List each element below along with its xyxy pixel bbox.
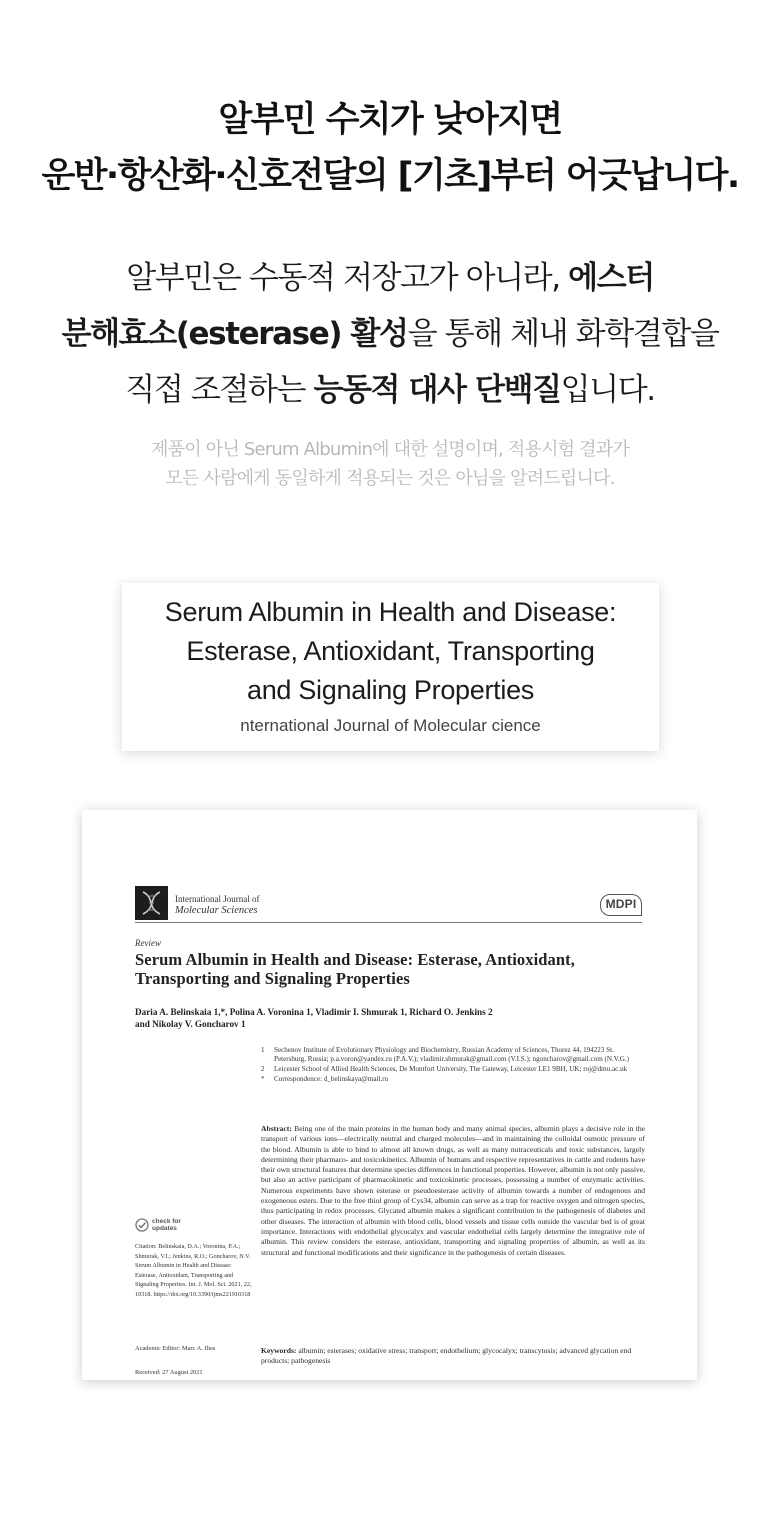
paper-keywords <box>261 1346 645 1367</box>
paper-abstract <box>261 1124 645 1258</box>
check-for-updates-label <box>152 1218 181 1232</box>
affiliation-item <box>261 1046 645 1065</box>
headline-line-2: 운반·항산화·신호전달의 [기초]부터 어긋납니다. <box>41 156 739 196</box>
check-line-2: updates <box>152 1225 177 1232</box>
affiliation-text: Sechenov Institute of Evolutionary Physiology and Biochemistry, Russian Academy of Sciences, Thorez 44, 194223 St. Petersburg, Russia; p.a.voron@yandex.ru (P.A.V.); vladimir.shmurak@gmail.com (V.I.S.); ngoncharov@gmail.com (N.V.G.) <box>274 1046 629 1064</box>
disclaimer <box>0 435 780 493</box>
journal-name-line-1: International Journal of <box>175 894 260 904</box>
description-text: 직접 조절하는 <box>125 372 314 408</box>
journal-name-line-2: Molecular Sciences <box>175 905 258 916</box>
affiliation-item <box>261 1065 645 1074</box>
description-text: 을 통해 체내 화학결합을 <box>407 316 719 352</box>
disclaimer-line-2: 모든 사람에게 동일하게 적용되는 것은 아님을 알려드립니다. <box>165 468 615 489</box>
journal-logo <box>135 886 168 920</box>
keywords-text: albumin; esterases; oxidative stress; transport; endothelium; glycocalyx; transcytosis; advanced glycation end products; pathogenesis <box>261 1346 632 1366</box>
academic-editor: Academic Editor: Marc A. Ilies <box>135 1345 216 1352</box>
keywords-label: Keywords: <box>261 1346 297 1355</box>
affiliation-text: Leicester School of Allied Health Sciences, De Montfort University, The Gateway, Leicester LE1 9BH, UK; roj@dmu.ac.uk <box>274 1065 628 1074</box>
card-title-line-2: Esterase, Antioxidant, Transporting <box>186 636 595 666</box>
headline-line-1: 알부민 수치가 낮아지면 <box>218 100 562 140</box>
description-emphasis: 에스터 <box>568 260 654 296</box>
received-date: Received: 27 August 2021 <box>135 1369 203 1376</box>
card-title-line-1: Serum Albumin in Health and Disease: <box>164 597 617 627</box>
description-emphasis: 분해효소(esterase) 활성 <box>61 316 408 352</box>
description-line-2 <box>0 306 780 362</box>
dna-icon <box>135 886 168 920</box>
authors-line-1: Daria A. Belinskaia 1,*, Polina A. Voronina 1, Vladimir I. Shmurak 1, Richard O. Jenkins 2 <box>135 1007 493 1017</box>
abstract-text: Being one of the main proteins in the human body and many animal species, albumin plays a decisive role in the transport of various ions—electrically neutral and charged molecules—and in maintaining the colloidal osmotic pressure of the blood. Albumin is able to bind to almost all known drugs, as well as many nutraceuticals and toxic substances, largely determining their pharmaco- and toxicokinetics. Albumin of humans and respective representatives in cattle and rodents have their own structural features that determine species differences in functional properties. However, albumin is not only passive, but also an active participant of pharmacokinetic and toxicokinetic processes, possessing a number of enzymatic activities. Numerous experiments have shown esterase or pseudoesterase activity of albumin towards a number of endogenous and exogeneous esters. Due to the free thiol group of Cys34, albumin can serve as a trap for reactive oxygen and nitrogen species, thus participating in redox processes. Glycated albumin makes a significant contribution to the pathogenesis of diabetes and other diseases. The interaction of albumin with blood cells, blood vessels and tissue cells outside the vascular bed is of great importance. Interactions with endothelial glycocalyx and vascular endothelial cells largely determine the integrative role of albumin. This review considers the esterase, antioxidant, transporting and signaling properties of albumin, as well as its structural and functional modifications and their significance in the pathogenesis of certain diseases. <box>261 1124 645 1257</box>
paper-authors <box>135 1006 645 1030</box>
paper-title-card <box>122 583 659 751</box>
check-for-updates-badge <box>135 1218 181 1232</box>
disclaimer-line-1: 제품이 아닌 Serum Albumin에 대한 설명이며, 적용시험 결과가 <box>151 439 629 460</box>
journal-name <box>175 894 259 916</box>
card-title-line-3: and Signaling Properties <box>247 675 534 705</box>
affiliation-marker: * <box>261 1075 265 1084</box>
headline <box>0 92 780 204</box>
description <box>0 250 780 418</box>
description-text: 입니다. <box>560 372 655 408</box>
publisher-logo: MDPI <box>600 894 642 916</box>
description-line-3 <box>0 362 780 418</box>
check-line-1: check for <box>152 1218 181 1225</box>
affiliation-marker: 1 <box>261 1046 265 1054</box>
description-emphasis: 능동적 대사 단백질 <box>313 372 561 408</box>
header-divider <box>135 922 642 923</box>
affiliations <box>261 1046 645 1085</box>
paper-title-line-2: Transporting and Signaling Properties <box>135 969 410 988</box>
affiliation-item <box>261 1075 645 1084</box>
abstract-label: Abstract: <box>261 1124 292 1133</box>
paper-preview <box>82 810 697 1380</box>
card-journal-name: nternational Journal of Molecular cience <box>240 716 541 735</box>
description-line-1 <box>0 250 780 306</box>
description-text: 알부민은 수동적 저장고가 아니라, <box>126 260 569 296</box>
article-type: Review <box>135 938 161 948</box>
paper-title <box>135 950 645 988</box>
citation: Citation: Belinskaia, D.A.; Voronina, P.A.; Shmurak, V.I.; Jenkins, R.O.; Goncharov, N.V. Serum Albumin in Health and Disease: Esterase, Antioxidant, Transporting and Signaling Properties. Int. J. Mol. Sci. 2021, 22, 10318. https://doi.org/10.3390/ijms221910318 <box>135 1243 252 1298</box>
check-circle-icon <box>135 1218 149 1232</box>
paper-title-line-1: Serum Albumin in Health and Disease: Esterase, Antioxidant, <box>135 950 575 969</box>
affiliation-text: Correspondence: d_belinskaya@mail.ru <box>274 1075 389 1084</box>
affiliation-marker: 2 <box>261 1065 265 1074</box>
authors-line-2: and Nikolay V. Goncharov 1 <box>135 1019 246 1029</box>
